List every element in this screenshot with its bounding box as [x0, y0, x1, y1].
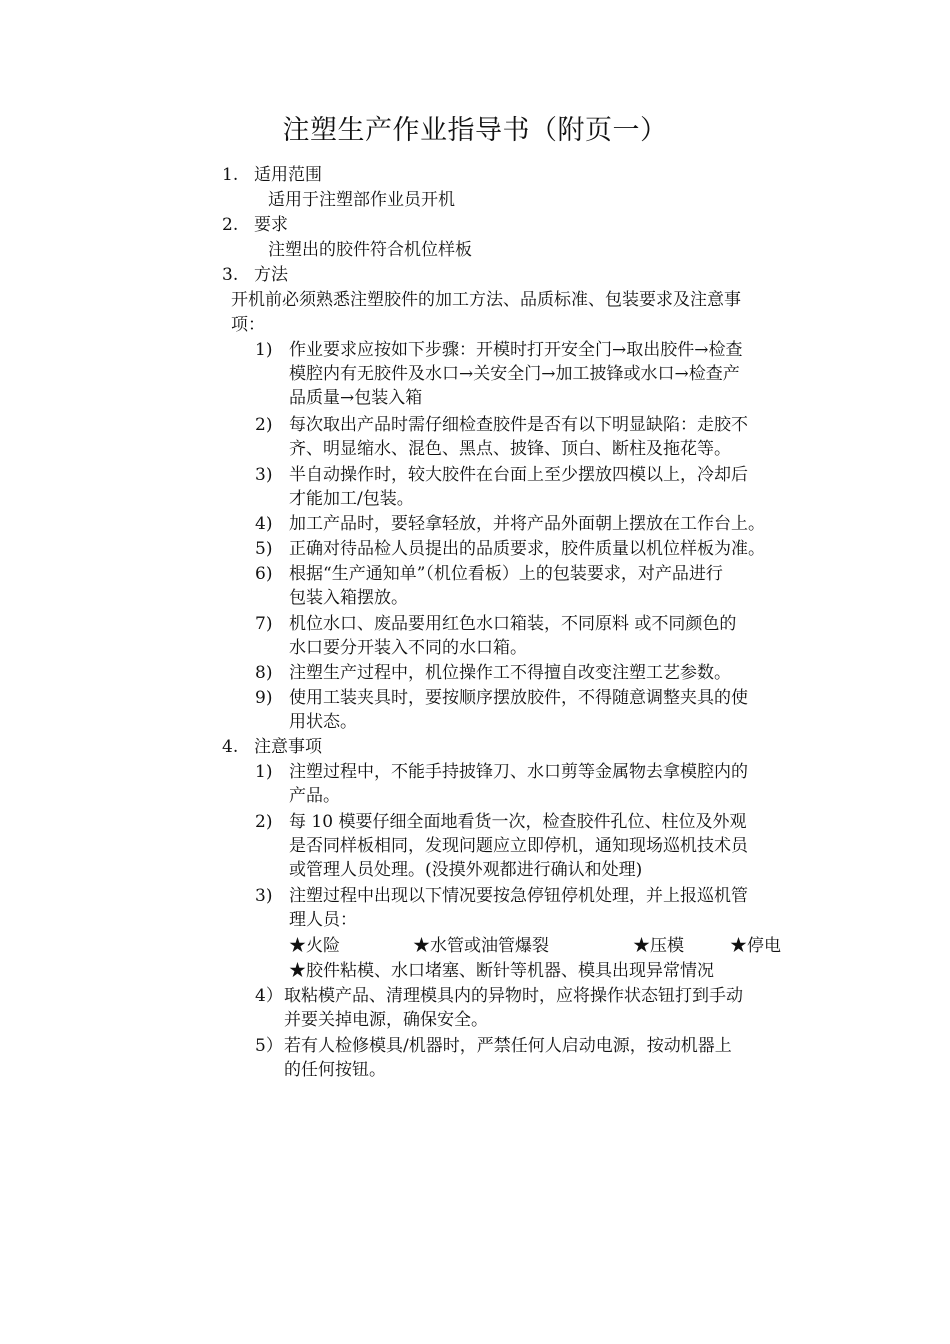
- list-item-number: 2): [255, 812, 273, 832]
- list-item-line: 产品。: [289, 786, 340, 806]
- list-item-line: 的任何按钮。: [284, 1060, 386, 1080]
- list-item-number: 7): [255, 614, 273, 634]
- section-body: 注塑出的胶件符合机位样板: [268, 240, 472, 260]
- section-number: 2.: [222, 215, 239, 235]
- list-item-line: 正确对待品检人员提出的品质要求，胶件质量以机位样板为准。: [289, 539, 765, 559]
- list-item-number: 3): [255, 465, 273, 485]
- section-number: 3.: [222, 265, 239, 285]
- list-item-line: 每次取出产品时需仔细检查胶件是否有以下明显缺陷：走胶不: [289, 415, 748, 435]
- list-item-line: 注塑过程中，不能手持披锋刀、水口剪等金属物去拿模腔内的: [289, 762, 748, 782]
- list-item-number: 1): [255, 762, 273, 782]
- list-item-line: 才能加工/包装。: [289, 489, 414, 509]
- list-item-line: 取粘模产品、清理模具内的异物时，应将操作状态钮打到手动: [284, 986, 743, 1006]
- list-item-line: 模腔内有无胶件及水口→关安全门→加工披锋或水口→检查产: [289, 364, 740, 384]
- list-item-number: 3): [255, 886, 273, 906]
- list-item-number: 6): [255, 564, 273, 584]
- list-item-number: 4）: [255, 986, 283, 1006]
- list-item-number: 1): [255, 340, 273, 360]
- section-heading: 要求: [254, 215, 288, 235]
- section-body: 适用于注塑部作业员开机: [268, 190, 455, 210]
- list-item-number: 4): [255, 514, 273, 534]
- list-item-line: 作业要求应按如下步骤：开模时打开安全门→取出胶件→检查: [289, 340, 743, 360]
- section-heading: 适用范围: [254, 165, 322, 185]
- list-item-line: 用状态。: [289, 712, 357, 732]
- list-item-line: 理人员：: [289, 910, 357, 930]
- hazard-胶件粘模: ★胶件粘模、水口堵塞、断针等机器、模具出现异常情况: [289, 961, 714, 981]
- list-item-line: 根据“生产通知单”（机位看板）上的包装要求，对产品进行: [289, 564, 723, 584]
- list-item-line: 加工产品时，要轻拿轻放，并将产品外面朝上摆放在工作台上。: [289, 514, 765, 534]
- list-item-number: 9): [255, 688, 273, 708]
- document-title: 注塑生产作业指导书（附页一）: [282, 115, 668, 146]
- section-heading: 注意事项: [254, 737, 322, 757]
- section-number: 1.: [222, 165, 239, 185]
- section-intro-line: 项：: [231, 315, 265, 335]
- list-item-line: 注塑过程中出现以下情况要按急停钮停机处理，并上报巡机管: [289, 886, 748, 906]
- list-item-line: 水口要分开装入不同的水口箱。: [289, 638, 527, 658]
- list-item-number: 5): [255, 539, 273, 559]
- list-item-line: 机位水口、废品要用红色水口箱装，不同原料 或不同颜色的: [289, 614, 737, 634]
- section-heading: 方法: [254, 265, 288, 285]
- section-intro-line: 开机前必须熟悉注塑胶件的加工方法、品质标准、包装要求及注意事: [231, 290, 741, 310]
- list-item-line: 齐、明显缩水、混色、黑点、披锋、顶白、断柱及拖花等。: [289, 439, 731, 459]
- hazard-水管爆裂: ★水管或油管爆裂: [413, 936, 549, 956]
- list-item-number: 8): [255, 663, 273, 683]
- list-item-number: 5）: [255, 1036, 283, 1056]
- list-item-line: 包装入箱摆放。: [289, 588, 408, 608]
- list-item-line: 注塑生产过程中，机位操作工不得擅自改变注塑工艺参数。: [289, 663, 731, 683]
- list-item-line: 每 10 模要仔细全面地看货一次，检查胶件孔位、柱位及外观: [289, 812, 747, 832]
- list-item-line: 品质量→包装入箱: [289, 388, 423, 408]
- list-item-line: 或管理人员处理。(没摸外观都进行确认和处理): [289, 860, 643, 880]
- list-item-line: 使用工装夹具时，要按顺序摆放胶件，不得随意调整夹具的使: [289, 688, 748, 708]
- list-item-number: 2): [255, 415, 273, 435]
- hazard-压模: ★压模: [633, 936, 684, 956]
- list-item-line: 半自动操作时，较大胶件在台面上至少摆放四模以上，冷却后: [289, 465, 748, 485]
- list-item-line: 是否同样板相同，发现问题应立即停机，通知现场巡机技术员: [289, 836, 748, 856]
- list-item-line: 并要关掉电源，确保安全。: [284, 1010, 488, 1030]
- hazard-火险: ★火险: [289, 936, 340, 956]
- hazard-停电: ★停电: [730, 936, 781, 956]
- section-number: 4.: [222, 737, 239, 757]
- list-item-line: 若有人检修模具/机器时，严禁任何人启动电源，按动机器上: [284, 1036, 732, 1056]
